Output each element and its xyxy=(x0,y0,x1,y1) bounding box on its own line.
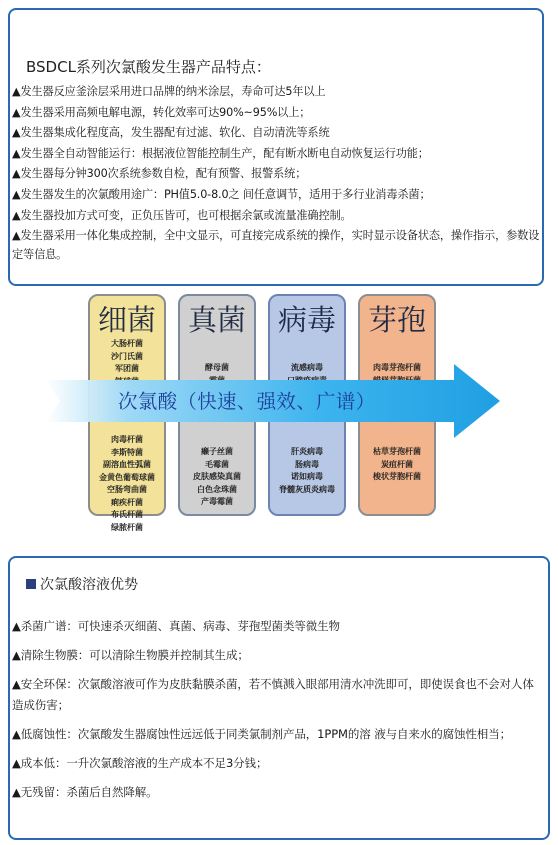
organism-label: 肉毒杆菌 xyxy=(111,435,143,444)
organism-label: 布氏杆菌 xyxy=(111,510,143,519)
organism-label: 诺如病毒 xyxy=(291,472,323,481)
feature-item: ▲发生器反应釜涂层采用进口品牌的纳米涂层，寿命可达5年以上 xyxy=(12,85,326,98)
organism-label: 毛霉菌 xyxy=(205,459,229,469)
organism-label: 军团菌 xyxy=(115,364,139,373)
category-name: 真菌 xyxy=(187,303,246,337)
features-panel xyxy=(8,8,544,286)
advantage-item: ▲无残留：杀菌后自然降解。 xyxy=(12,785,158,799)
category-name: 细菌 xyxy=(97,303,156,337)
organism-label: 癞子丝菌 xyxy=(201,447,233,456)
organism-label: 炭疽杆菌 xyxy=(381,459,413,469)
spectrum-diagram xyxy=(0,286,558,536)
advantage-item: ▲杀菌广谱：可快速杀灭细菌、真菌、病毒、芽孢型菌类等微生物 xyxy=(12,619,340,633)
category-name: 芽孢 xyxy=(367,303,426,337)
arrow-label: 次氯酸（快速、强效、广谱） xyxy=(118,390,376,413)
category-list-bottom xyxy=(270,446,344,496)
category-name: 病毒 xyxy=(277,303,336,337)
square-bullet-icon xyxy=(26,579,36,589)
organism-label: 李斯特菌 xyxy=(111,447,143,457)
organism-label: 金黄色葡萄球菌 xyxy=(99,472,155,482)
feature-item: ▲发生器采用高频电解电源，转化效率可达90%~95%以上； xyxy=(12,105,311,119)
feature-item: ▲发生器投加方式可变，正负压皆可，也可根据余氯或流量准确控制。 xyxy=(12,208,352,222)
feature-item: ▲发生器每分钟300次系统参数自检，配有预警、报警系统； xyxy=(12,167,307,181)
organism-label: 肉毒芽孢杆菌 xyxy=(373,363,421,372)
advantages-list xyxy=(12,616,540,811)
advantage-item: ▲清除生物膜：可以清除生物膜并控制其生成； xyxy=(12,648,249,662)
features-list xyxy=(12,82,540,264)
category-list-bottom xyxy=(90,434,164,534)
organism-label: 枯草芽孢杆菌 xyxy=(373,447,421,456)
advantages-heading xyxy=(26,574,138,594)
category-list-bottom xyxy=(360,446,434,484)
feature-item: ▲发生器发生的次氯酸用途广：PH值5.0-8.0之 间任意调节，适用于多行业消毒杀菌； xyxy=(12,187,431,201)
organism-label: 肝炎病毒 xyxy=(291,447,323,456)
organism-label: 产毒霉菌 xyxy=(201,497,233,506)
advantage-item: ▲成本低：一升次氯酸溶液的生产成本不足3分钱； xyxy=(12,756,268,770)
features-title: BSDCL系列次氯酸发生器产品特点： xyxy=(26,58,271,76)
organism-label: 空肠弯曲菌 xyxy=(107,485,147,494)
advantage-item: ▲低腐蚀性：次氯酸发生器腐蚀性远远低于同类氯制剂产品，1PPM的溶 液与自来水的腐蚀性相当； xyxy=(12,727,512,741)
feature-item: ▲发生器集成化程度高，发生器配有过滤、软化、自动清洗等系统 xyxy=(12,126,330,140)
organism-label: 痢疾杆菌 xyxy=(111,497,143,507)
organism-label: 皮肤感染真菌 xyxy=(193,472,241,481)
advantages-panel xyxy=(8,556,550,840)
organism-label: 白色念珠菌 xyxy=(197,484,237,494)
organism-label: 绿脓杆菌 xyxy=(111,522,143,532)
organism-label: 沙门氏菌 xyxy=(111,351,143,361)
organism-label: 脊髓灰质炎病毒 xyxy=(279,484,335,494)
organism-label: 肠病毒 xyxy=(295,459,319,469)
category-list-bottom xyxy=(180,446,254,509)
organism-label: 梭状芽胞杆菌 xyxy=(373,472,421,481)
advantages-title: 次氯酸溶液优势 xyxy=(40,577,138,593)
organism-label: 大肠杆菌 xyxy=(111,339,143,348)
organism-label: 流感病毒 xyxy=(291,363,323,372)
feature-item: ▲发生器全自动智能运行：根据液位智能控制生产，配有断水断电自动恢复运行功能； xyxy=(12,146,429,160)
organism-label: 副溶血性弧菌 xyxy=(103,460,151,469)
feature-item: ▲发生器采用一体化集成控制，全中文显示，可直接完成系统的操作，实时显示设备状态，操作指示，参数设定等信息。 xyxy=(12,229,540,262)
advantage-item: ▲安全环保：次氯酸溶液可作为皮肤黏膜杀菌，若不慎溅入眼部用清水冲洗即可，即使误食也不会对人体造成伤害； xyxy=(12,677,534,712)
organism-label: 酵母菌 xyxy=(205,363,229,372)
